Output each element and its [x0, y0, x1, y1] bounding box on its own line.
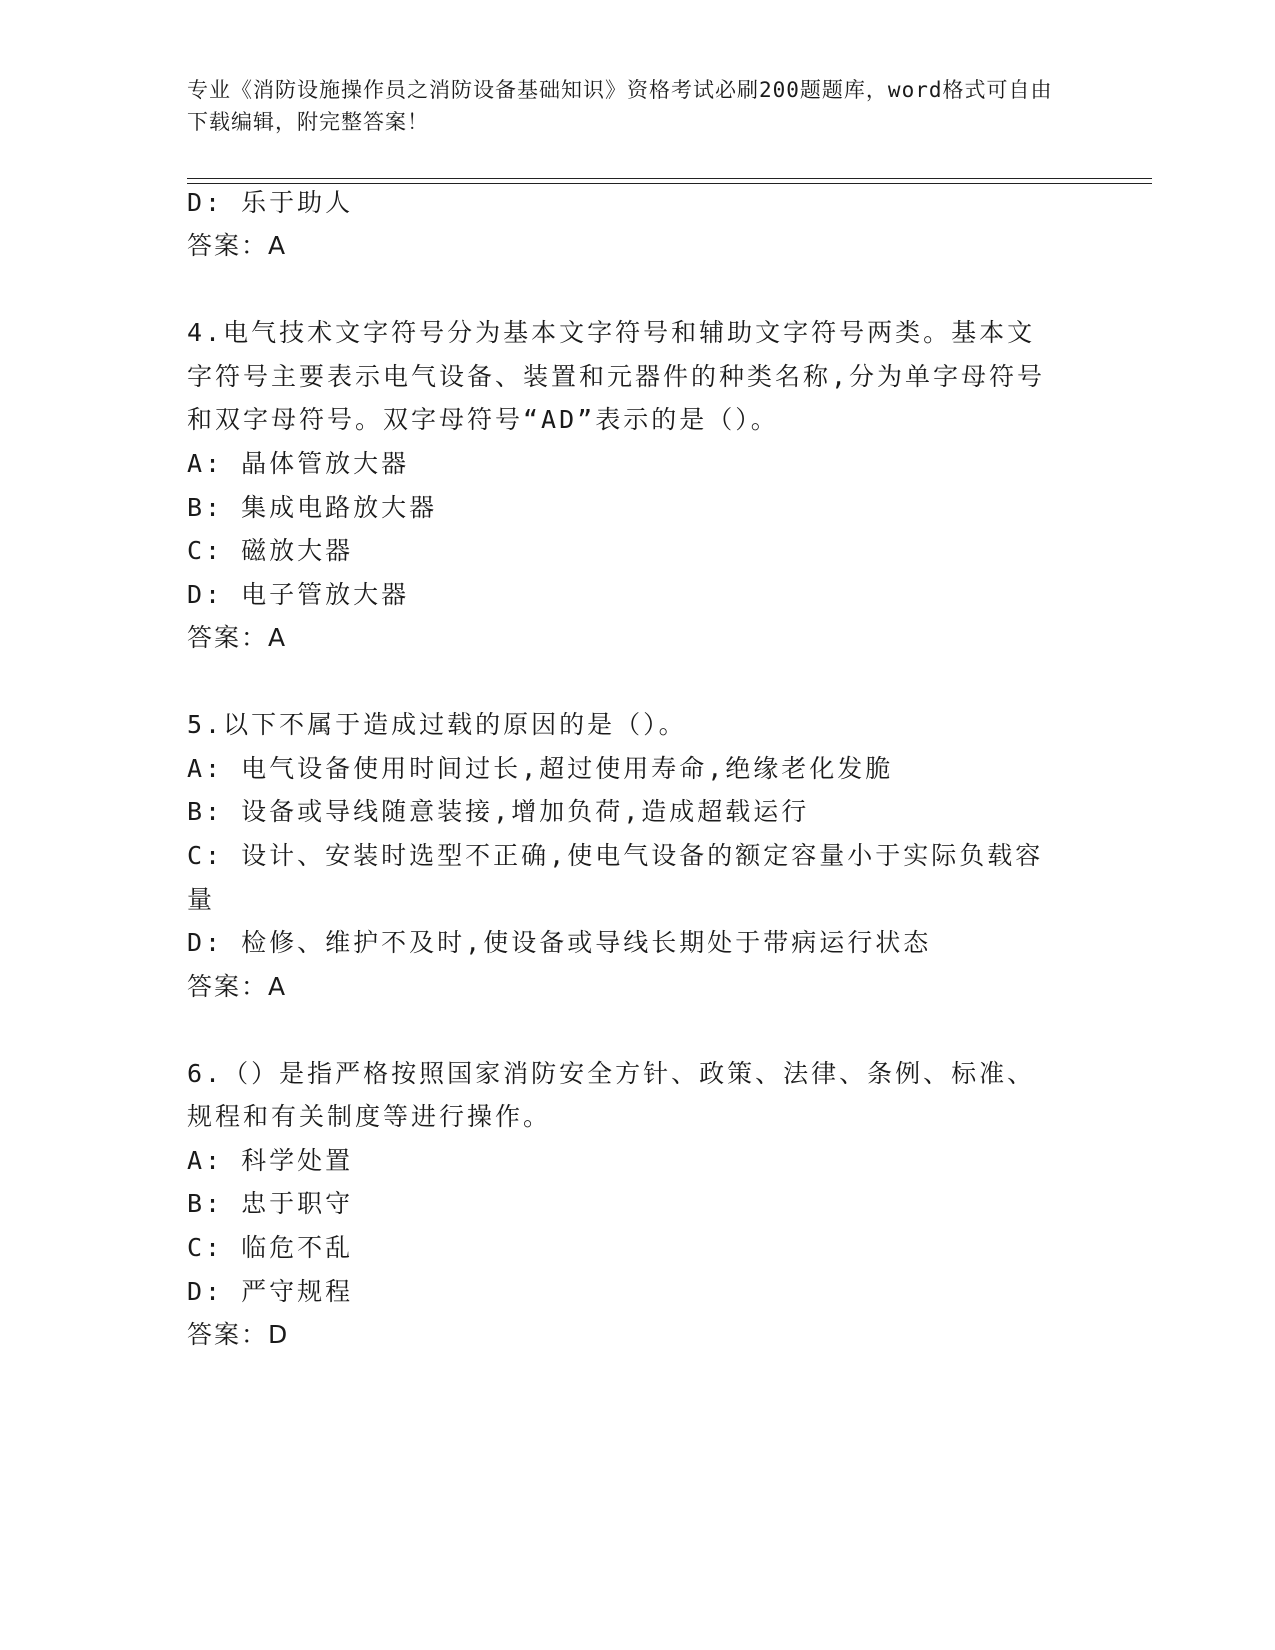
option-c: C: 设计、安装时选型不正确,使电气设备的额定容量小于实际负载容 — [187, 841, 1044, 870]
option-d: D: 乐于助人 — [187, 188, 354, 217]
question-stem: 5.以下不属于造成过载的原因的是（）。 — [187, 710, 687, 739]
option-d: D: 电子管放大器 — [187, 580, 410, 609]
option-d: D: 严守规程 — [187, 1277, 354, 1306]
question-stem: 规程和有关制度等进行操作。 — [187, 1102, 552, 1131]
question-stem: 4.电气技术文字符号分为基本文字符号和辅助文字符号两类。基本文 — [187, 318, 1036, 347]
option-c: C: 临危不乱 — [187, 1233, 354, 1262]
question-stem: 6.（）是指严格按照国家消防安全方针、政策、法律、条例、标准、 — [187, 1059, 1036, 1088]
answer-label: 答案：A — [187, 231, 288, 260]
question-stem: 字符号主要表示电气设备、装置和元器件的种类名称,分为单字母符号 — [187, 362, 1046, 391]
answer-label: 答案：A — [187, 972, 288, 1001]
option-a: A: 电气设备使用时间过长,超过使用寿命,绝缘老化发脆 — [187, 754, 894, 783]
option-b: B: 忠于职守 — [187, 1189, 354, 1218]
option-b: B: 设备或导线随意装接,增加负荷,造成超载运行 — [187, 797, 810, 826]
option-b: B: 集成电路放大器 — [187, 493, 438, 522]
option-a: A: 晶体管放大器 — [187, 449, 410, 478]
option-d: D: 检修、维护不及时,使设备或导线长期处于带病运行状态 — [187, 928, 932, 957]
header-divider-bottom — [187, 183, 1152, 184]
answer-label: 答案：D — [187, 1320, 290, 1349]
option-c-continued: 量 — [187, 885, 216, 914]
answer-label: 答案：A — [187, 623, 288, 652]
document-header: 专业《消防设施操作员之消防设备基础知识》资格考试必刷200题题库，word格式可自由下载编辑，附完整答案！ — [187, 78, 1053, 134]
header-divider-top — [187, 178, 1152, 179]
option-c: C: 磁放大器 — [187, 536, 354, 565]
question-stem: 和双字母符号。双字母符号“AD”表示的是（）。 — [187, 405, 779, 434]
option-a: A: 科学处置 — [187, 1146, 354, 1175]
